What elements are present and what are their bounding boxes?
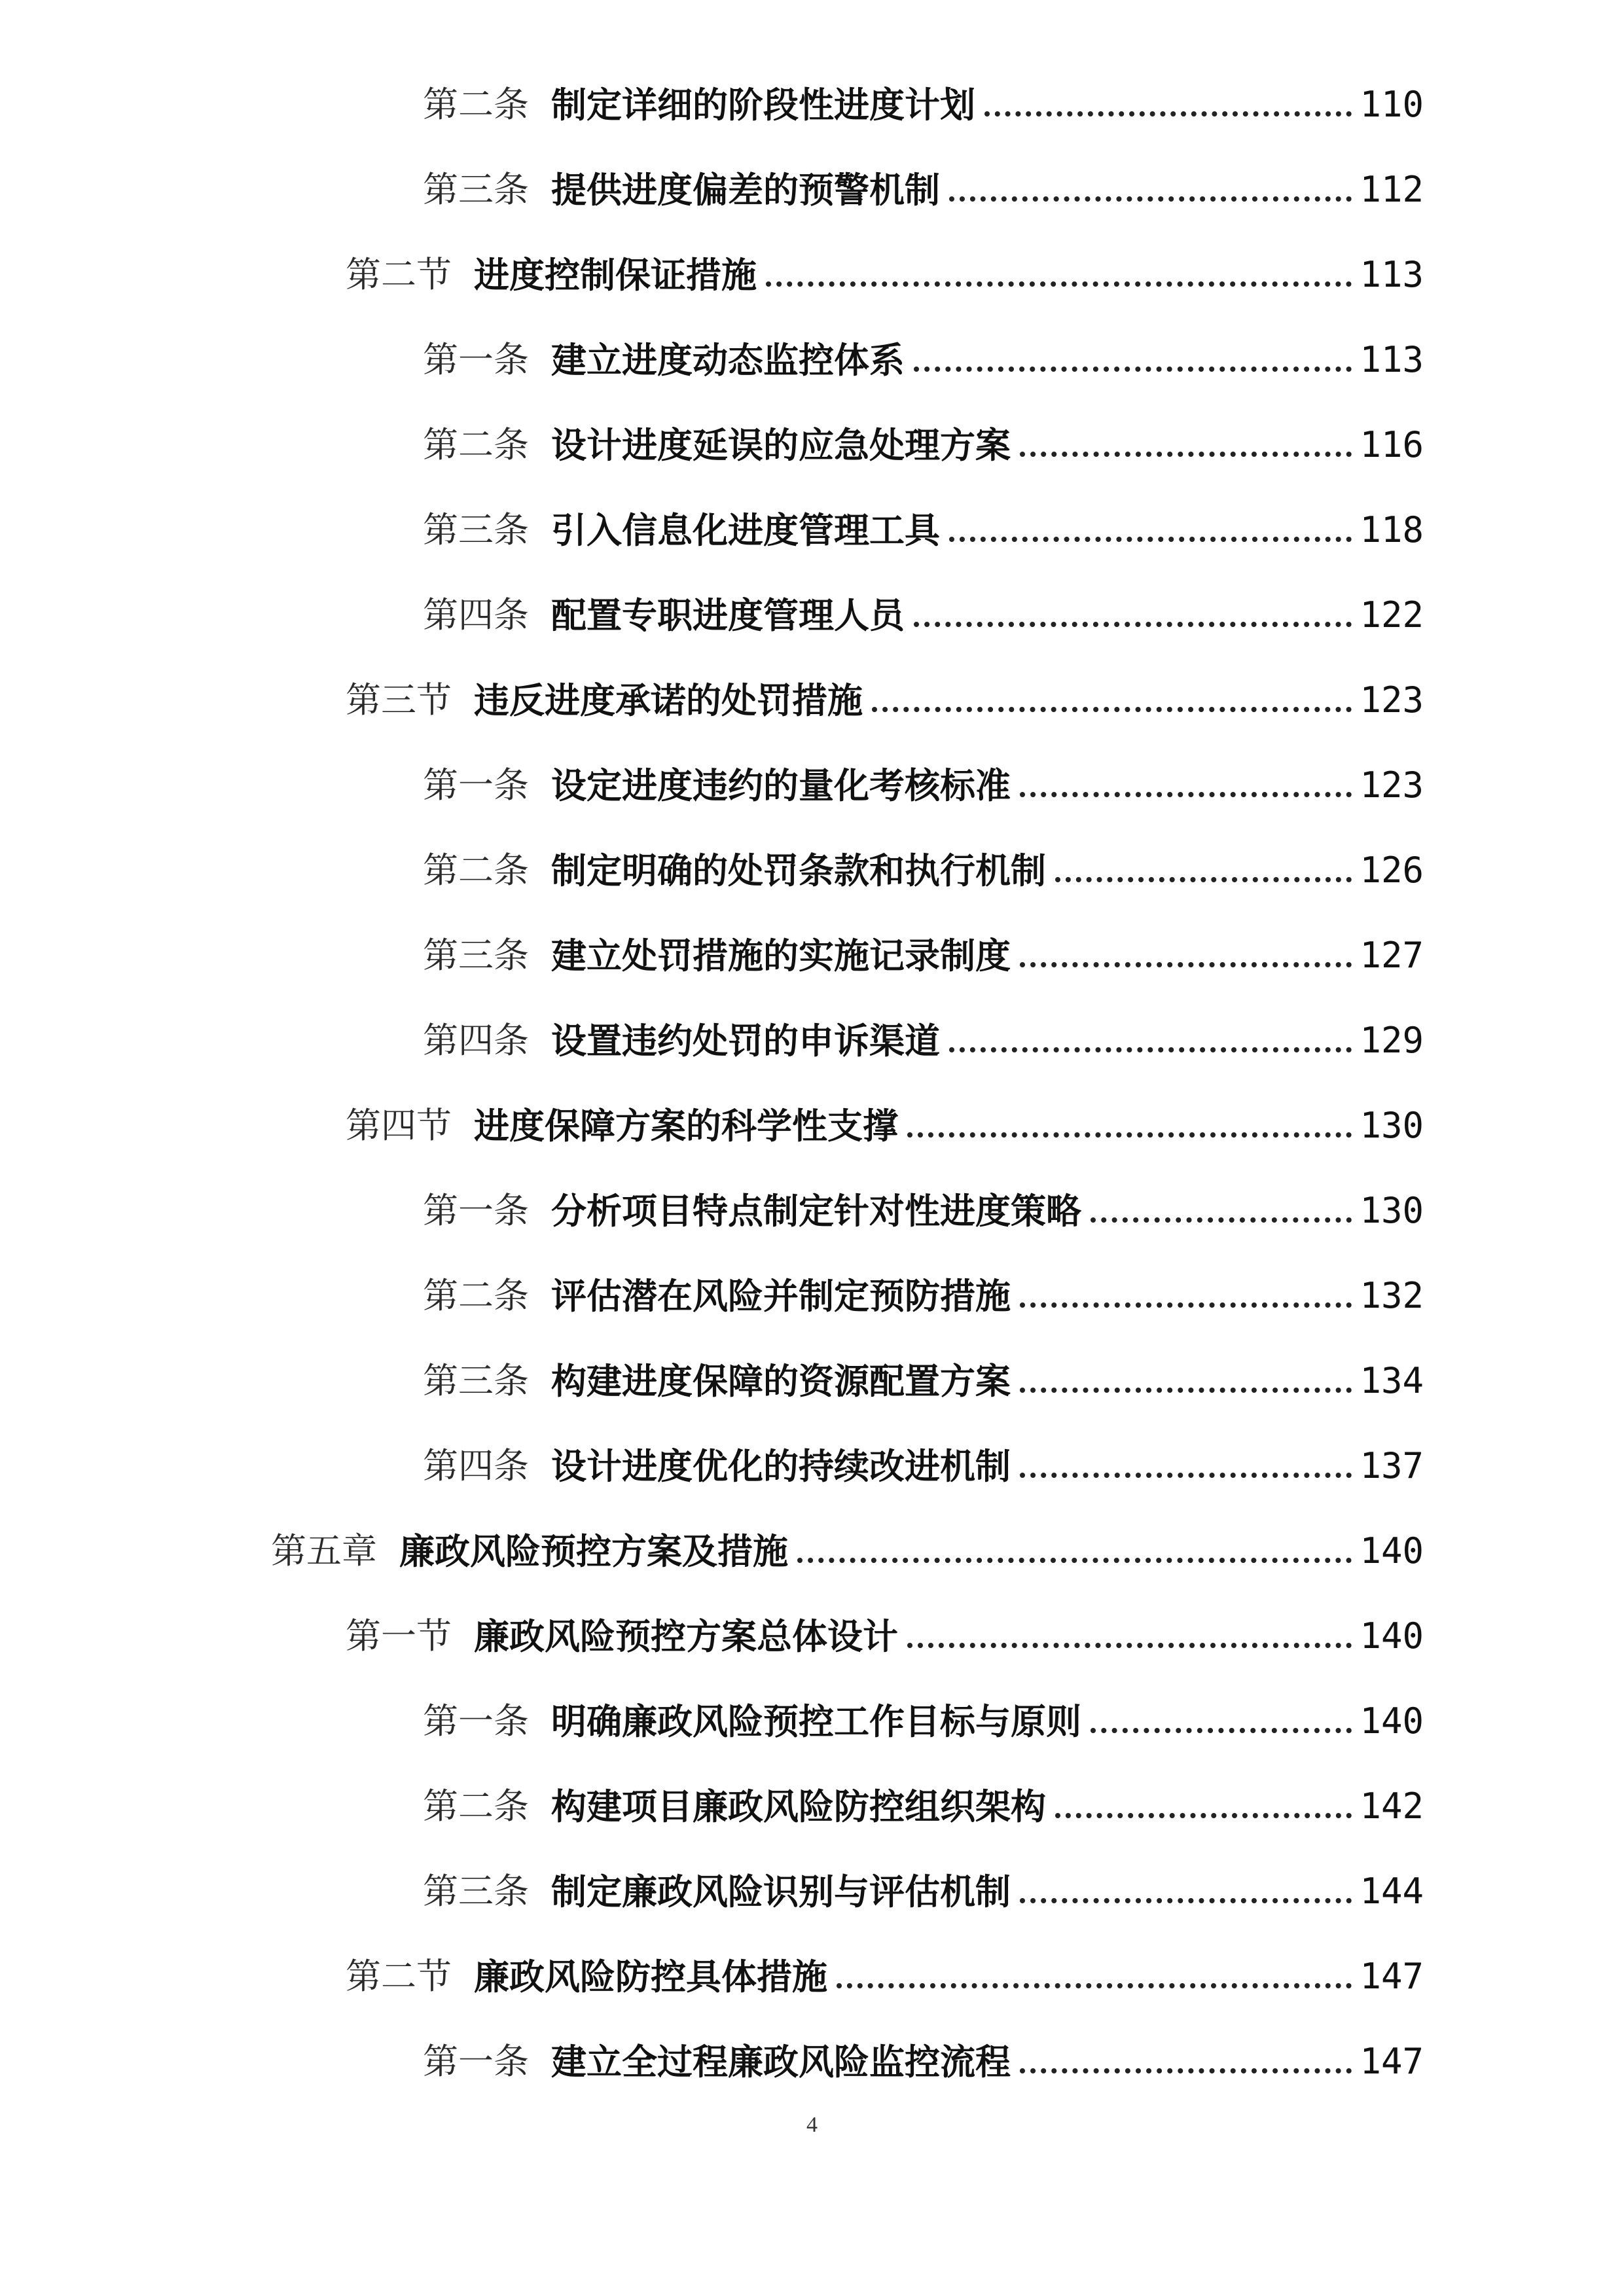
toc-entry-title: 配置专职进度管理人员 [551, 594, 905, 636]
dot-leader [1020, 452, 1352, 457]
toc-entry-title: 设计进度优化的持续改进机制 [551, 1445, 1011, 1487]
toc-entry-prefix: 第一条 [423, 1190, 529, 1231]
toc-entry-title: 明确廉政风险预控工作目标与原则 [551, 1700, 1081, 1742]
toc-entry[interactable] [346, 1100, 1424, 1152]
toc-entry[interactable] [271, 1525, 1424, 1577]
toc-entry[interactable] [346, 1610, 1424, 1662]
toc-entry-prefix: 第四节 [346, 1105, 452, 1146]
toc-entry-title: 设计进度延误的应急处理方案 [551, 424, 1011, 466]
toc-entry-prefix: 第二节 [346, 1956, 452, 1997]
toc-entry-title: 构建进度保障的资源配置方案 [551, 1360, 1011, 1402]
toc-entry-page: 129 [1360, 1020, 1424, 1061]
toc-entry-prefix: 第一条 [423, 339, 529, 380]
toc-entry-page: 110 [1360, 84, 1424, 125]
toc-entry[interactable] [423, 1865, 1424, 1918]
toc-entry-title: 建立全过程廉政风险监控流程 [551, 2041, 1011, 2083]
toc-entry-title: 制定详细的阶段性进度计划 [551, 84, 975, 126]
toc-entry-page: 144 [1360, 1871, 1424, 1912]
page-number: 4 [806, 2113, 818, 2137]
toc-entry-title: 分析项目特点制定针对性进度策略 [551, 1190, 1081, 1232]
toc-entry-prefix: 第二条 [423, 850, 529, 891]
toc-entry-prefix: 第三条 [423, 1871, 529, 1912]
toc-entry-page: 112 [1360, 169, 1424, 210]
toc-entry-prefix: 第四条 [423, 594, 529, 636]
toc-entry-page: 130 [1360, 1190, 1424, 1231]
dot-leader [1020, 1473, 1352, 1478]
toc-entry[interactable] [423, 844, 1424, 897]
toc-entry-page: 142 [1360, 1785, 1424, 1827]
toc-entry-page: 122 [1360, 594, 1424, 636]
dot-leader [1091, 1728, 1352, 1733]
toc-entry-page: 127 [1360, 935, 1424, 976]
toc-entry[interactable] [423, 1014, 1424, 1067]
toc-entry-title: 进度控制保证措施 [474, 254, 757, 296]
toc-entry-page: 126 [1360, 850, 1424, 891]
dot-leader [1020, 1388, 1352, 1393]
toc-entry-page: 113 [1360, 339, 1424, 380]
dot-leader [872, 707, 1352, 712]
toc-entry-prefix: 第三节 [346, 679, 452, 721]
toc-entry-page: 140 [1360, 1700, 1424, 1742]
toc-entry-title: 设定进度违约的量化考核标准 [551, 764, 1011, 806]
dot-leader [914, 367, 1352, 372]
toc-entry[interactable] [423, 79, 1424, 131]
dot-leader [949, 537, 1352, 542]
dot-leader [1055, 877, 1352, 882]
toc-entry-title: 进度保障方案的科学性支撑 [474, 1105, 898, 1147]
toc-entry[interactable] [423, 334, 1424, 386]
dot-leader [1020, 962, 1352, 967]
dot-leader [907, 1643, 1352, 1648]
toc-entry[interactable] [423, 1780, 1424, 1833]
toc-entry-page: 132 [1360, 1275, 1424, 1316]
toc-entry[interactable] [423, 929, 1424, 982]
toc-entry-title: 建立进度动态监控体系 [551, 339, 905, 381]
toc-entry-prefix: 第二条 [423, 1275, 529, 1316]
dot-leader [907, 1132, 1352, 1138]
toc-entry-prefix: 第二条 [423, 84, 529, 125]
toc-entry[interactable] [346, 249, 1424, 301]
dot-leader [1020, 2068, 1352, 2073]
toc-entry-prefix: 第五章 [271, 1530, 377, 1571]
toc-entry-page: 140 [1360, 1615, 1424, 1657]
toc-entry-title: 违反进度承诺的处罚措施 [474, 679, 863, 721]
toc-entry[interactable] [423, 1270, 1424, 1322]
toc-entry[interactable] [423, 1695, 1424, 1748]
toc-entry-page: 140 [1360, 1530, 1424, 1571]
toc-entry[interactable] [423, 504, 1424, 556]
toc-entry-title: 廉政风险预控方案及措施 [399, 1530, 788, 1572]
toc-entry-title: 廉政风险防控具体措施 [474, 1956, 827, 1998]
dot-leader [797, 1558, 1352, 1563]
toc-entry-title: 引入信息化进度管理工具 [551, 509, 940, 551]
dot-leader [949, 1047, 1352, 1052]
toc-entry-prefix: 第一条 [423, 1700, 529, 1742]
toc-entry-title: 廉政风险预控方案总体设计 [474, 1615, 898, 1657]
toc-entry-page: 123 [1360, 679, 1424, 721]
toc-entry[interactable] [423, 2036, 1424, 2088]
toc-entry[interactable] [423, 759, 1424, 812]
toc-entry-title: 提供进度偏差的预警机制 [551, 169, 940, 211]
toc-entry-page: 147 [1360, 2041, 1424, 2082]
toc-entry[interactable] [423, 1185, 1424, 1237]
toc-entry[interactable] [423, 589, 1424, 641]
toc-entry-page: 123 [1360, 764, 1424, 806]
toc-entry-prefix: 第四条 [423, 1020, 529, 1061]
toc-entry-page: 130 [1360, 1105, 1424, 1146]
toc-entry[interactable] [346, 674, 1424, 726]
toc-entry-prefix: 第二条 [423, 424, 529, 465]
dot-leader [949, 196, 1352, 202]
toc-entry[interactable] [423, 419, 1424, 471]
toc-entry-title: 建立处罚措施的实施记录制度 [551, 935, 1011, 977]
toc-entry-page: 116 [1360, 424, 1424, 465]
toc-entry-title: 构建项目廉政风险防控组织架构 [551, 1785, 1046, 1827]
toc-entry-title: 制定明确的处罚条款和执行机制 [551, 850, 1046, 891]
toc-entry-prefix: 第三条 [423, 935, 529, 976]
toc-entry-prefix: 第三条 [423, 1360, 529, 1401]
toc-entry-prefix: 第二节 [346, 254, 452, 295]
dot-leader [1020, 792, 1352, 797]
toc-entry-title: 制定廉政风险识别与评估机制 [551, 1871, 1011, 1912]
toc-entry-title: 设置违约处罚的申诉渠道 [551, 1020, 940, 1062]
dot-leader [1055, 1813, 1352, 1818]
toc-entry-prefix: 第三条 [423, 509, 529, 550]
dot-leader [984, 111, 1352, 117]
toc-entry-page: 147 [1360, 1956, 1424, 1997]
toc-entry[interactable] [346, 1950, 1424, 2003]
dot-leader [1020, 1898, 1352, 1903]
toc-entry[interactable] [423, 1355, 1424, 1407]
dot-leader [766, 281, 1352, 287]
dot-leader [1020, 1302, 1352, 1308]
toc-entry-page: 113 [1360, 254, 1424, 295]
dot-leader [1091, 1217, 1352, 1223]
toc-entry[interactable] [423, 164, 1424, 216]
toc-entry[interactable] [423, 1440, 1424, 1492]
toc-entry-prefix: 第三条 [423, 169, 529, 210]
toc-entry-prefix: 第一条 [423, 2041, 529, 2082]
dot-leader [837, 1983, 1352, 1988]
toc-entry-prefix: 第四条 [423, 1445, 529, 1486]
toc-entry-page: 118 [1360, 509, 1424, 550]
toc-entry-page: 134 [1360, 1360, 1424, 1401]
toc-entry-prefix: 第一节 [346, 1615, 452, 1657]
toc-entry-title: 评估潜在风险并制定预防措施 [551, 1275, 1011, 1317]
toc-entry-prefix: 第二条 [423, 1785, 529, 1827]
dot-leader [914, 622, 1352, 627]
toc-entry-prefix: 第一条 [423, 764, 529, 806]
toc-entry-page: 137 [1360, 1445, 1424, 1486]
